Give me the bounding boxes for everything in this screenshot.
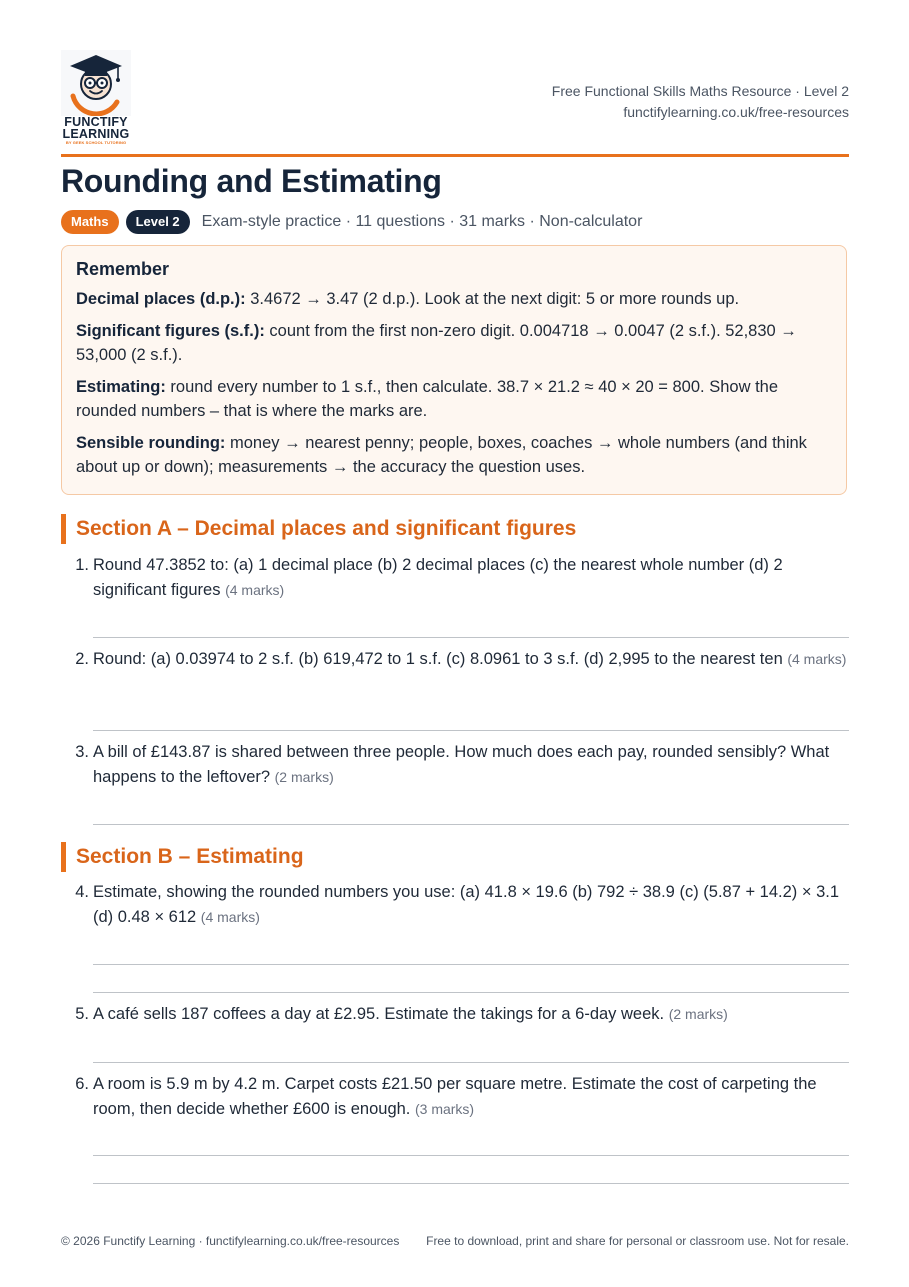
logo-word-learning: LEARNING [62,127,130,141]
section-title: Section B – Estimating [76,845,304,868]
rule-sensible-rounding [76,431,832,479]
marks-label: (4 marks) [787,651,847,667]
rule-text: 3.4672 → 3.47 (2 d.p.). Look at the next digit: 5 or more rounds up. [245,290,740,308]
section-a-heading [61,514,849,544]
answer-line[interactable] [93,1062,849,1063]
rule-text: round every number to 1 s.f., then calculate. 38.7 × 21.2 ≈ 40 × 20 = 800. Show the rounded numbers – that is where the marks are. [76,378,779,420]
section-b-heading [61,842,849,872]
question-number: 5. [75,1005,89,1023]
rule-text: money → nearest penny; people, boxes, coaches → whole numbers (and think about up or down); measurements → the accuracy the question uses. [76,434,807,476]
question-number: 3. [75,743,89,761]
question-number: 6. [75,1075,89,1093]
marks-label: (4 marks) [200,909,260,925]
rule-estimating [76,375,832,423]
answer-line[interactable] [93,637,849,638]
question-number: 4. [75,883,89,901]
rule-term: Estimating: [76,378,166,396]
page-title: Rounding and Estimating [61,163,442,199]
answer-line[interactable] [93,730,849,731]
logo-tagline: BY GEEK SCHOOL TUTORING [65,140,127,145]
rule-term: Significant figures (s.f.): [76,322,265,340]
resource-line: Free Functional Skills Maths Resource · Level 2 [551,83,849,99]
footer-copyright: © 2026 Functify Learning · functifylearning.co.uk/free-resources [61,1234,400,1248]
logo-text [61,116,131,146]
marks-label: (3 marks) [414,1101,475,1117]
question-number: 1. [75,556,89,574]
question-text [93,740,849,790]
marks-label: (2 marks) [274,769,334,785]
question-text [93,1002,849,1027]
marks-label: (2 marks) [668,1006,728,1022]
question-prompt: Round: (a) 0.03974 to 2 s.f. (b) 619,472 to 1 s.f. (c) 8.0961 to 3 s.f. (d) 2,995 to the nearest ten [93,650,783,668]
question-prompt: A café sells 187 coffees a day at £2.95. Estimate the takings for a 6-day week. [93,1005,665,1023]
question-text [93,1072,849,1122]
subject-badge: Maths [61,210,119,234]
question-text [93,553,849,603]
section-title: Section A – Decimal places and significant figures [76,517,577,540]
header-info [552,81,849,123]
page-header [61,50,849,157]
rule-term: Sensible rounding: [76,434,226,452]
answer-line[interactable] [93,824,849,825]
question-prompt: Round 47.3852 to: (a) 1 decimal place (b) 2 decimal places (c) the nearest whole number (d) 2 significant figures [93,556,783,599]
answer-line[interactable] [93,964,849,965]
question-text [93,647,849,672]
meta-row [61,209,642,235]
functify-logo [61,50,131,148]
question-text [93,880,849,930]
marks-label: (4 marks) [225,582,285,598]
question-prompt: A bill of £143.87 is shared between three people. How much does each pay, rounded sensibly? What happens to the leftover? [93,743,830,786]
logo-word-functify: FUNCTIFY [64,115,128,129]
header-url: functifylearning.co.uk/free-resources [623,104,849,120]
remember-box [61,245,847,495]
answer-line[interactable] [93,1183,849,1184]
answer-line[interactable] [93,992,849,993]
meta-description: Exam-style practice · 11 questions · 31 marks · Non-calculator [201,213,643,230]
rule-text: count from the first non-zero digit. 0.004718 → 0.0047 (2 s.f.). 52,830 → 53,000 (2 s.f.). [76,322,797,364]
question-prompt: Estimate, showing the rounded numbers you use: (a) 41.8 × 19.6 (b) 792 ÷ 38.9 (c) (5.87 + 14.2) × 3.1 (d) 0.48 × 612 [93,883,840,926]
question-prompt: A room is 5.9 m by 4.2 m. Carpet costs £21.50 per square metre. Estimate the cost of carpeting the room, then decide whether £600 is enough. [93,1075,817,1118]
remember-title: Remember [76,259,170,279]
question-number: 2. [75,650,89,668]
rule-decimal-places [76,287,832,311]
footer-license: Free to download, print and share for personal or classroom use. Not for resale. [426,1234,849,1248]
answer-line[interactable] [93,1155,849,1156]
worksheet-page [61,0,849,1287]
rule-term: Decimal places (d.p.): [76,290,246,308]
level-badge: Level 2 [126,210,190,234]
graduate-mascot-icon [61,50,131,116]
rule-significant-figures [76,319,832,367]
